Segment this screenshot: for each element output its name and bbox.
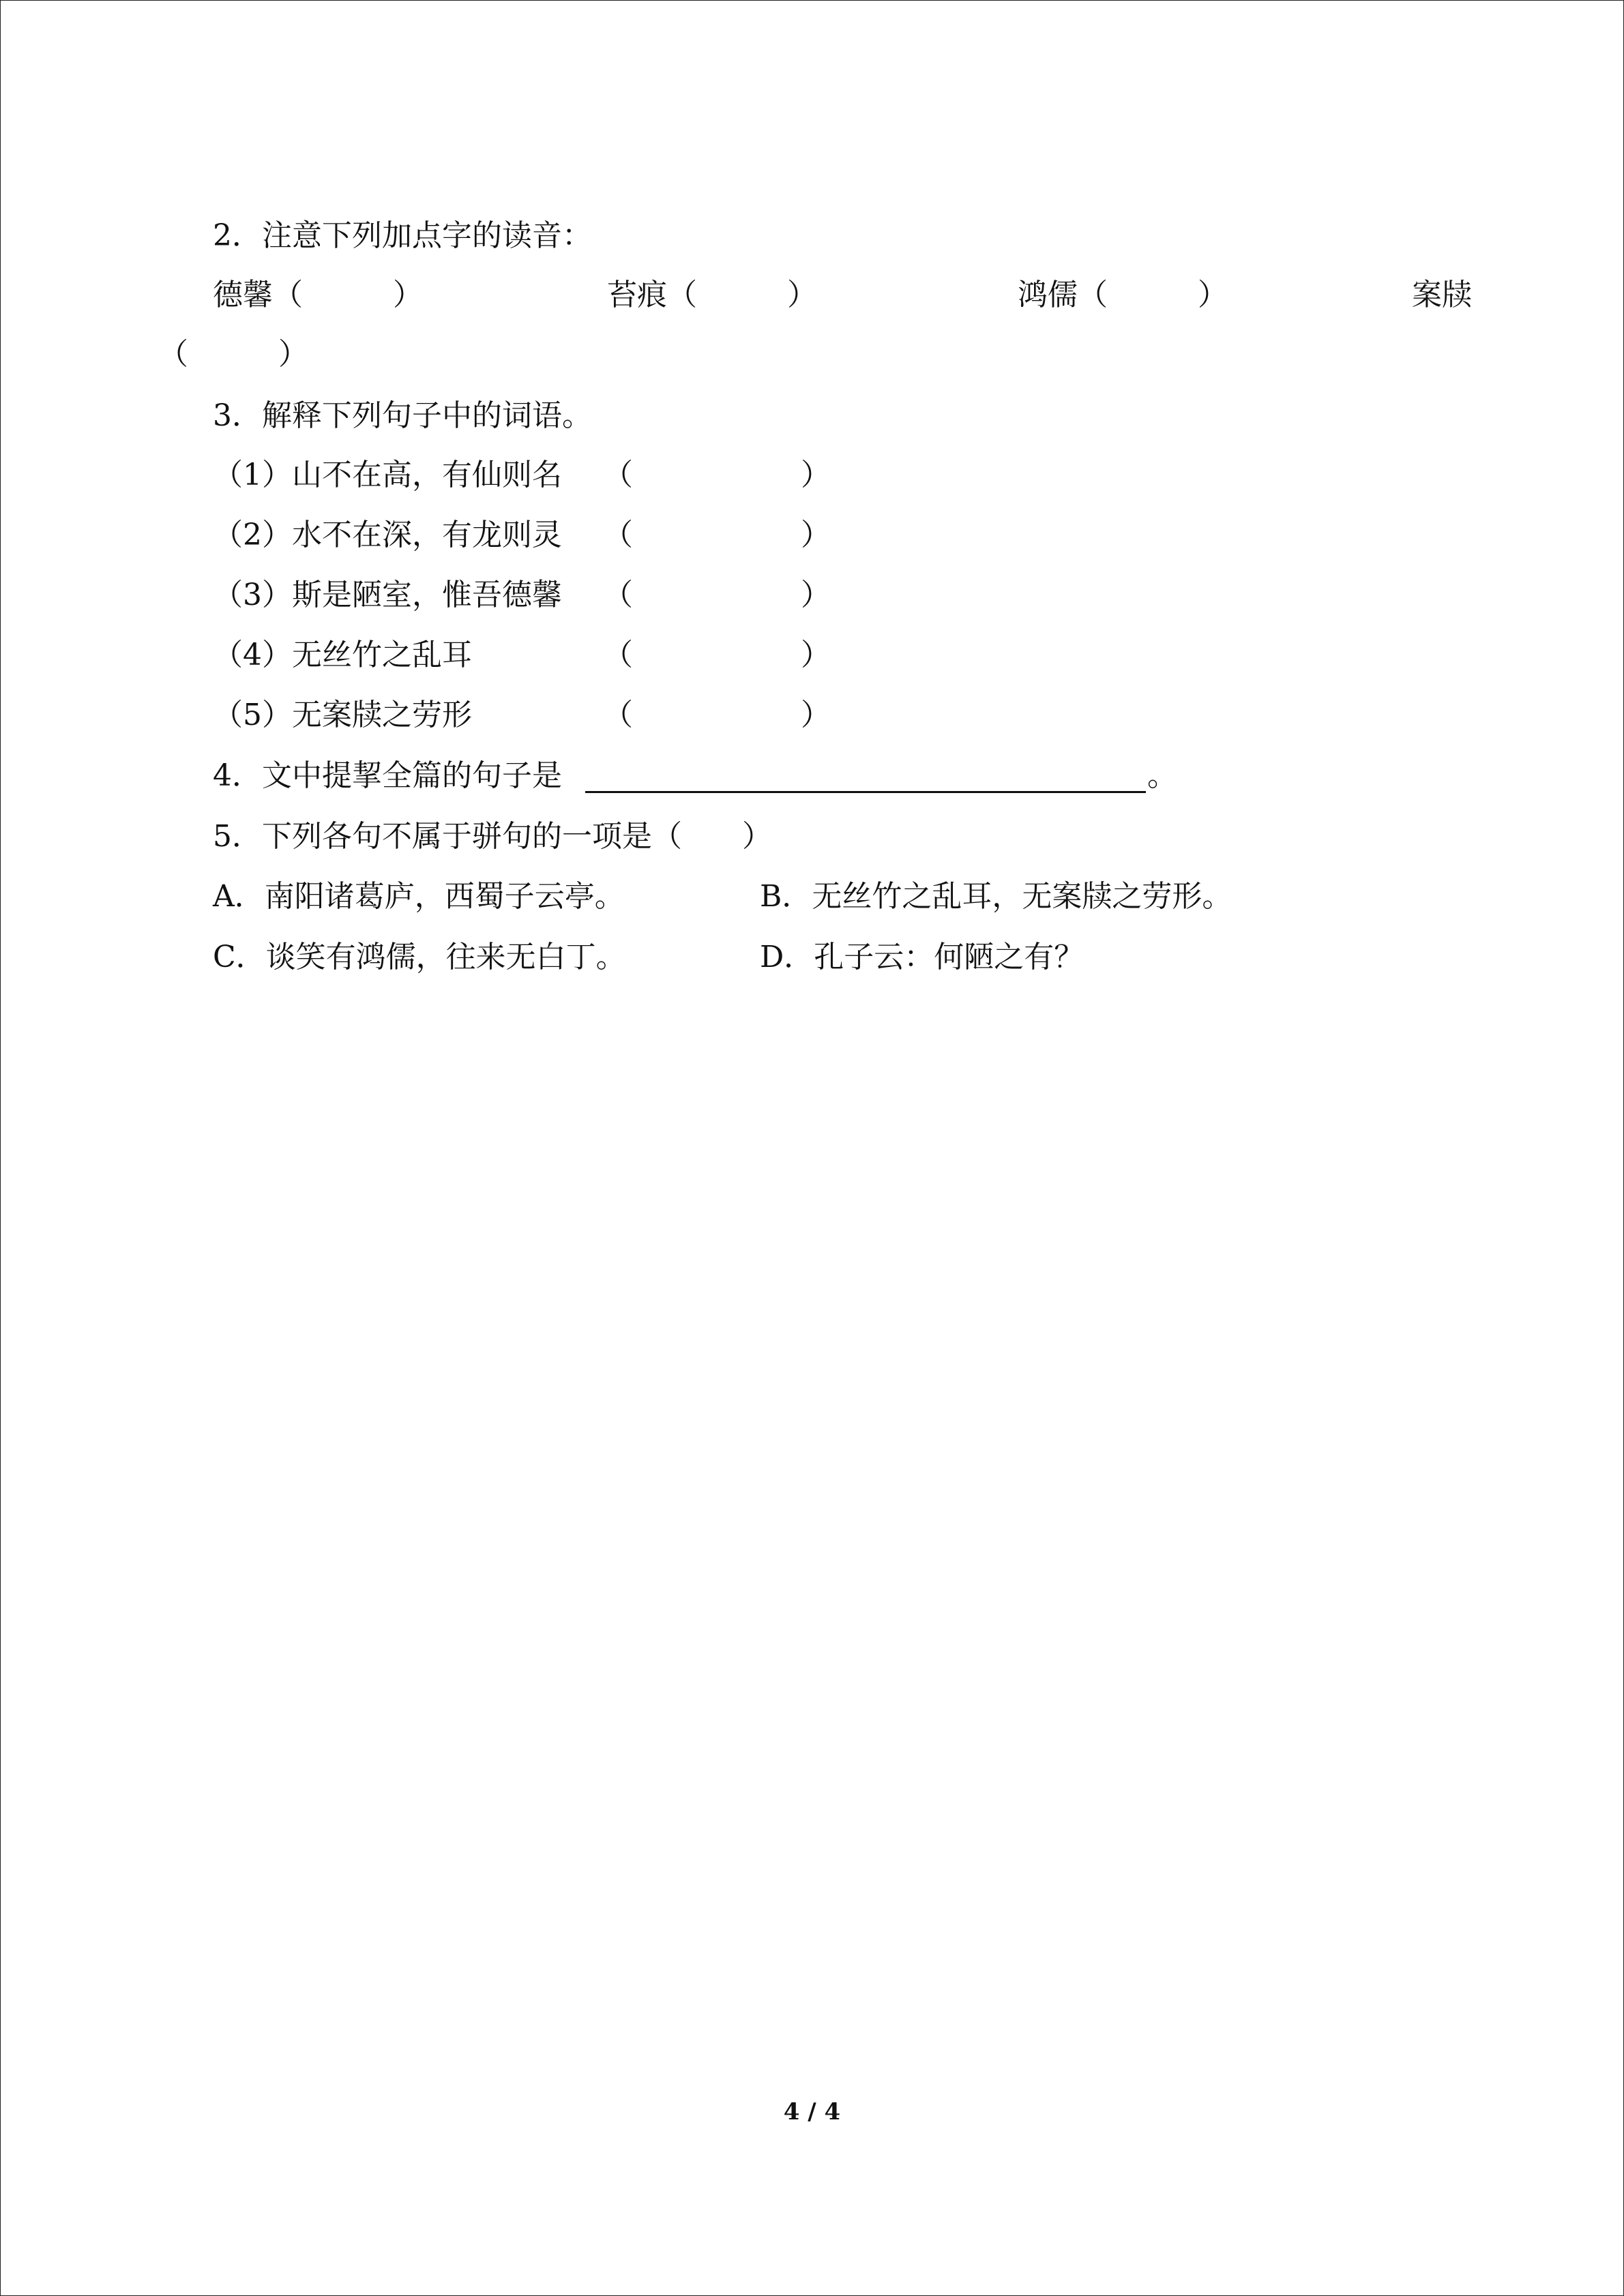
q2-item-3-paren: （ ） bbox=[1078, 278, 1228, 312]
q3-item-5-paren-open: （ bbox=[603, 698, 633, 732]
q5-option-c-label: C． bbox=[213, 940, 266, 974]
q3-item-3 bbox=[213, 575, 562, 616]
q5-option-b bbox=[760, 876, 1232, 917]
q3-item-3-text: 斯是陋室，惟吾德馨 bbox=[292, 578, 562, 612]
q2-item-1-word: 德馨 bbox=[213, 278, 273, 312]
q3-item-1-text: 山不在高，有仙则名 bbox=[292, 458, 562, 492]
q3-item-4-paren-close: ） bbox=[801, 638, 831, 672]
page-number: 4 / 4 bbox=[783, 2098, 841, 2126]
q3-item-3-paren-open: （ bbox=[603, 578, 633, 612]
q3-item-5-num: （5） bbox=[213, 698, 292, 732]
q3-item-4-num: （4） bbox=[213, 638, 292, 672]
q3-item-1-num: （1） bbox=[213, 458, 292, 492]
q5-option-a bbox=[213, 876, 625, 917]
q4-answer-blank[interactable] bbox=[585, 791, 1146, 793]
q3-item-4 bbox=[213, 635, 472, 676]
q3-item-2-paren-open: （ bbox=[603, 518, 633, 552]
q5-option-d-text: 孔子云：何陋之有？ bbox=[814, 940, 1084, 974]
q2-item-4-paren: （ ） bbox=[158, 337, 308, 372]
q3-title: 3．解释下列句子中的词语。 bbox=[213, 398, 592, 433]
q5-option-b-label: B． bbox=[760, 879, 812, 914]
q5-option-c-text: 谈笑有鸿儒，往来无白丁。 bbox=[265, 940, 626, 974]
q2-item-3 bbox=[1018, 275, 1228, 316]
q3-item-5 bbox=[213, 695, 472, 736]
q4-end: 。 bbox=[1147, 758, 1177, 793]
q2-item-3-word: 鸿儒 bbox=[1018, 278, 1078, 312]
q2-item-2-paren: （ ） bbox=[667, 278, 817, 312]
q3-item-1-paren-close: ） bbox=[801, 458, 831, 492]
q5-option-d-label: D． bbox=[760, 940, 814, 974]
q3-item-1-paren-open: （ bbox=[603, 458, 633, 492]
q3-item-2 bbox=[213, 515, 562, 556]
q2-item-1-paren: （ ） bbox=[273, 278, 423, 312]
q5-option-c bbox=[213, 937, 626, 978]
q5-option-d bbox=[760, 937, 1084, 978]
q2-item-2-word: 苔痕 bbox=[607, 278, 667, 312]
q3-item-4-text: 无丝竹之乱耳 bbox=[292, 638, 472, 672]
q3-item-3-paren-close: ） bbox=[801, 578, 831, 612]
q3-item-2-text: 水不在深，有龙则灵 bbox=[292, 518, 562, 552]
q3-item-3-num: （3） bbox=[213, 578, 292, 612]
q3-item-5-text: 无案牍之劳形 bbox=[292, 698, 472, 732]
q5-option-b-text: 无丝竹之乱耳，无案牍之劳形。 bbox=[812, 879, 1232, 914]
q3-item-1 bbox=[213, 455, 562, 496]
q2-item-2 bbox=[607, 275, 817, 316]
q2-item-4-word: 案牍 bbox=[1412, 278, 1472, 312]
q4-title: 4．文中提挈全篇的句子是 bbox=[213, 758, 562, 793]
q5-option-a-text: 南阳诸葛庐，西蜀子云亭。 bbox=[264, 879, 625, 914]
q5-option-a-label: A． bbox=[213, 879, 265, 914]
q2-title: 2．注意下列加点字的读音： bbox=[213, 218, 592, 253]
q3-item-2-num: （2） bbox=[213, 518, 292, 552]
q3-item-5-paren-close: ） bbox=[801, 698, 831, 732]
q3-item-2-paren-close: ） bbox=[801, 518, 831, 552]
q5-title: 5．下列各句不属于骈句的一项是（ ） bbox=[213, 819, 772, 854]
q3-item-4-paren-open: （ bbox=[603, 638, 633, 672]
q2-item-1 bbox=[213, 275, 423, 316]
